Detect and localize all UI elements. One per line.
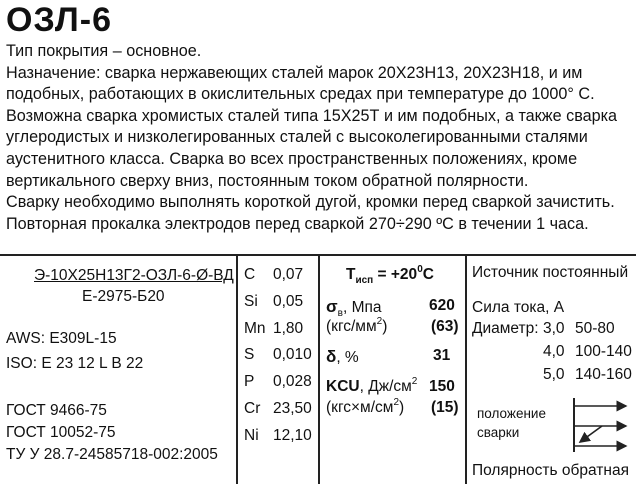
position-label: сварки <box>477 425 520 440</box>
aws-class: AWS: E309L-15 <box>6 330 117 347</box>
element-symbol: Mn <box>244 320 266 337</box>
description-line: Повторная прокалка электродов перед сваркой 270÷290 ºС в течении 1 часа. <box>6 214 589 233</box>
current-range: 140-160 <box>575 366 632 383</box>
position-label: положение <box>477 406 546 421</box>
kcu-alt-close: ) <box>399 399 405 416</box>
tensile-strength-value: 620 <box>429 297 455 314</box>
welding-position-icon <box>566 394 634 456</box>
polarity: Полярность обратная <box>472 462 629 479</box>
description-line: вертикального сверху вниз, постоянным током обратной полярности. <box>6 171 529 190</box>
diameter-value: 4,0 <box>543 343 565 360</box>
element-value: 0,05 <box>273 293 304 310</box>
delta-symbol: δ <box>326 347 337 366</box>
power-source: Источник постоянный <box>472 264 629 281</box>
column-divider <box>236 254 238 484</box>
tu-standard: ТУ У 28.7-24585718-002:2005 <box>6 446 218 463</box>
temp-degree: 0 <box>417 264 423 275</box>
temp-symbol: Т <box>346 266 356 283</box>
diameter-value: 3,0 <box>543 320 565 337</box>
designation: Э-10Х25Н13Г2-ОЗЛ-6-Ø-ВД <box>34 267 234 284</box>
impact-strength-label <box>326 378 417 396</box>
temp-value: = +20 <box>373 266 418 283</box>
gost-standard: ГОСТ 9466-75 <box>6 402 107 419</box>
element-symbol: Cr <box>244 400 261 417</box>
description-line: Возможна сварка хромистых сталей типа 15Х25Т и им подобных, а также сварка <box>6 106 618 125</box>
temp-unit: С <box>422 266 434 283</box>
element-value: 23,50 <box>273 400 312 417</box>
element-symbol: P <box>244 373 255 390</box>
description-line: аустенитного класса. Сварка во всех пространственных положениях, кроме <box>6 149 578 168</box>
element-value: 0,010 <box>273 346 312 363</box>
column-divider <box>465 254 467 484</box>
sigma-alt-unit: (кгс/мм <box>326 318 377 335</box>
element-value: 12,10 <box>273 427 312 444</box>
product-title: ОЗЛ-6 <box>6 1 112 39</box>
description-line: углеродистых и низколегированных сталей с высоколегированными сталями <box>6 128 588 147</box>
column-divider <box>318 254 320 484</box>
delta-unit: , % <box>336 349 359 366</box>
kcu-symbol: KCU <box>326 378 360 395</box>
kcu-alt-sup: 2 <box>393 397 399 408</box>
diameter-label: Диаметр: <box>472 320 539 337</box>
sigma-symbol: σ <box>326 297 338 316</box>
sigma-subscript: в <box>337 308 343 319</box>
current-label: Сила тока, А <box>472 299 565 316</box>
kcu-unit: , Дж/см <box>359 378 412 395</box>
element-value: 0,07 <box>273 266 304 283</box>
element-symbol: C <box>244 266 256 283</box>
description-line: Сварку необходимо выполнять короткой дугой, кромки перед сваркой зачистить. <box>6 193 615 212</box>
elongation-value: 31 <box>433 347 451 364</box>
impact-strength-alt-value: (15) <box>431 399 459 416</box>
gost-standard: ГОСТ 10052-75 <box>6 424 116 441</box>
kcu-unit-sup: 2 <box>411 376 418 387</box>
temp-subscript: исп <box>355 275 374 286</box>
description-line: Назначение: сварка нержавеющих сталей марок 20Х23Н13, 20Х23Н18, и им <box>6 63 583 82</box>
iso-class: ISO: E 23 12 L B 22 <box>6 355 144 372</box>
current-range: 100-140 <box>575 343 632 360</box>
description-line: Тип покрытия – основное. <box>6 42 202 60</box>
element-symbol: Si <box>244 293 258 310</box>
kcu-alt-unit: (кгс×м/см <box>326 399 394 416</box>
impact-strength-value: 150 <box>429 378 455 395</box>
sigma-alt-sup: 2 <box>376 316 383 327</box>
tensile-strength-alt-value: (63) <box>431 318 459 335</box>
designation-secondary: Е-2975-Б20 <box>82 288 165 305</box>
current-range: 50-80 <box>575 320 615 337</box>
element-value: 0,028 <box>273 373 312 390</box>
description-line: подобных, работающих в окислительных средах при температуре до 1000° С. <box>6 85 595 104</box>
tensile-strength-label <box>326 297 382 317</box>
diameter-value: 5,0 <box>543 366 565 383</box>
test-temperature <box>346 266 434 284</box>
description-block <box>6 41 632 235</box>
sigma-alt-close: ) <box>382 318 388 335</box>
element-symbol: Ni <box>244 427 259 444</box>
impact-strength-alt-label <box>326 399 404 417</box>
sigma-unit: , Мпа <box>342 299 382 316</box>
elongation-label <box>326 347 359 367</box>
element-value: 1,80 <box>273 320 304 337</box>
element-symbol: S <box>244 346 255 363</box>
tensile-strength-alt-label <box>326 318 387 336</box>
